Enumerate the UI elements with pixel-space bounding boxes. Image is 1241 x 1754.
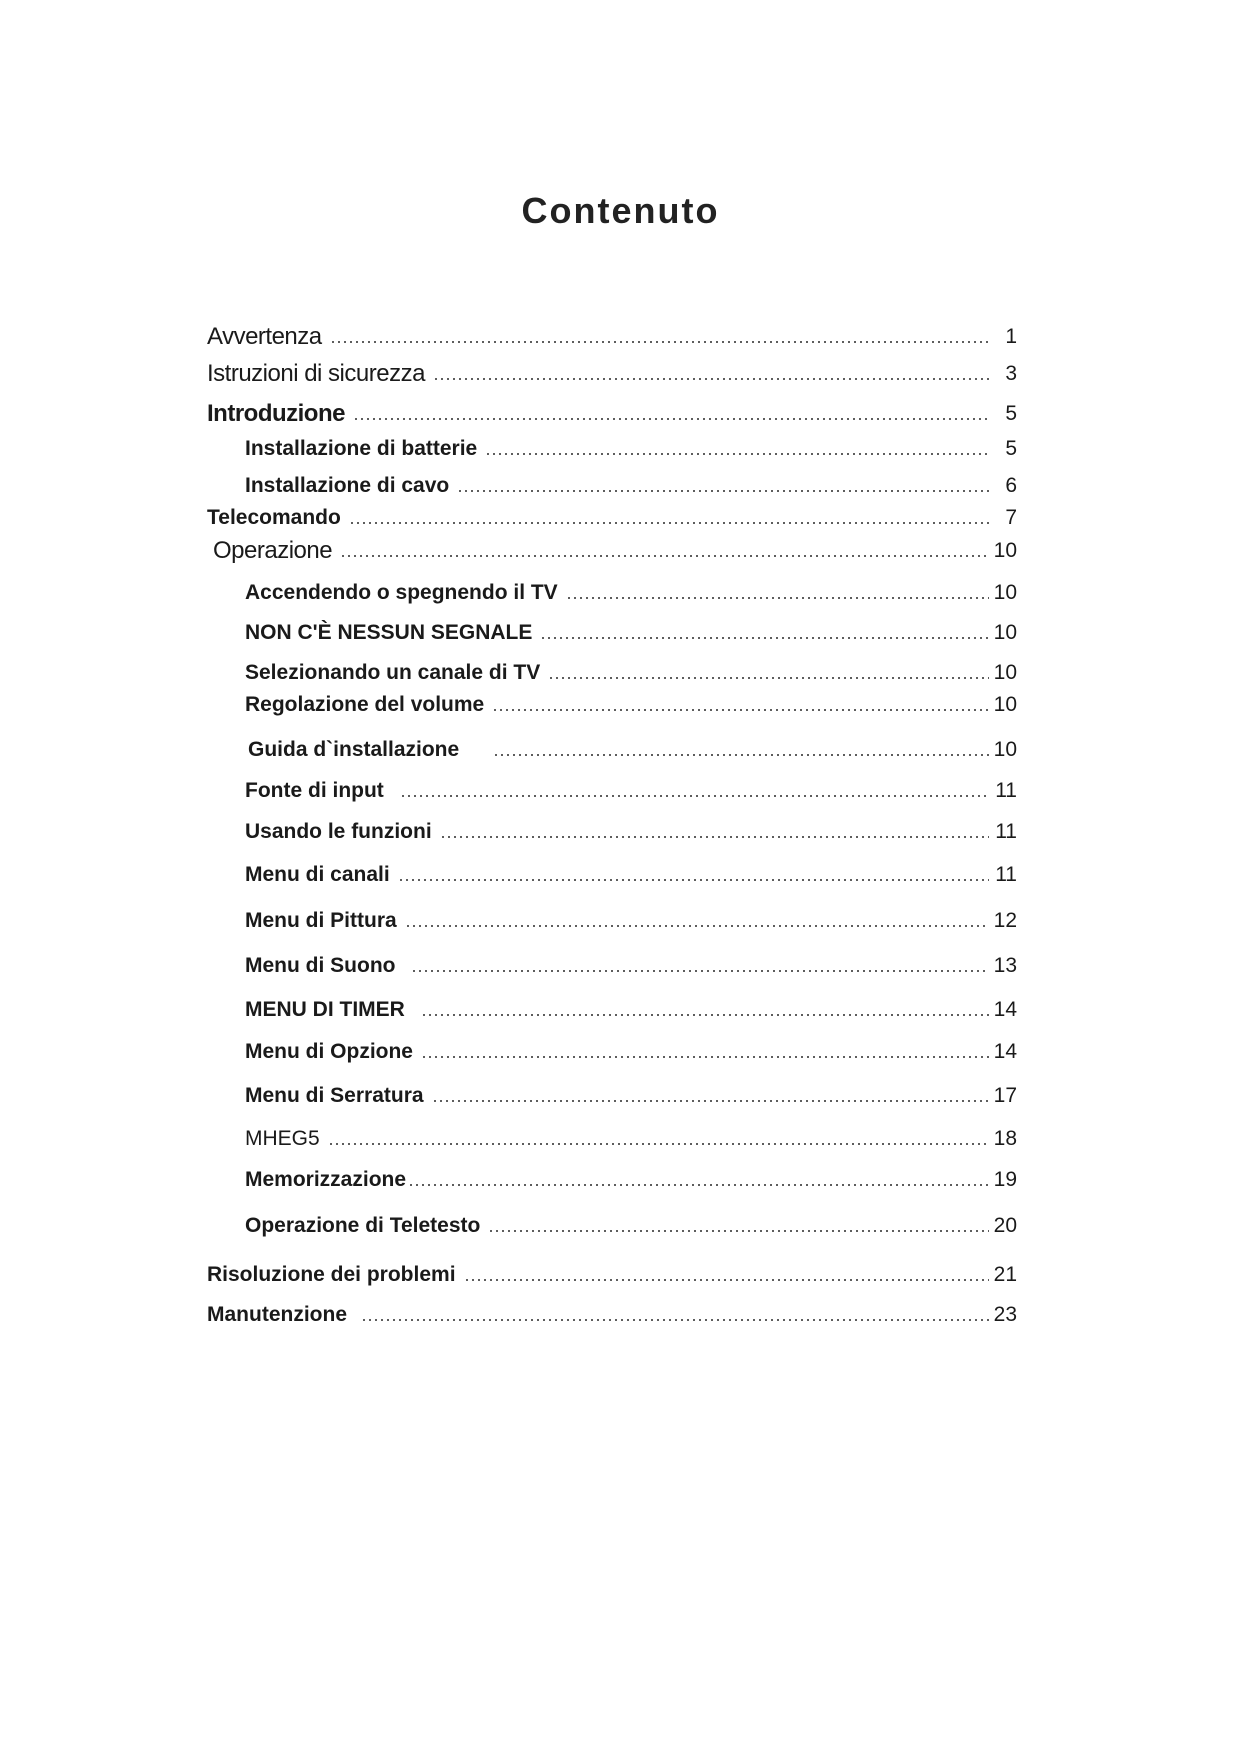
toc-entry-label: Avvertenza (207, 323, 322, 350)
toc-leader (440, 835, 989, 839)
toc-entry-label: Menu di Opzione (245, 1040, 413, 1063)
toc-leader (548, 676, 989, 680)
toc-leader (361, 1318, 989, 1322)
toc-leader (405, 924, 989, 928)
toc-entry-page: 6 (1005, 474, 1017, 497)
toc-leader (400, 794, 989, 798)
toc-entry-page: 3 (1005, 362, 1017, 385)
toc-leader (566, 596, 989, 600)
toc-entry-page: 10 (993, 693, 1017, 716)
toc-entry-regolazione-volume[interactable] (245, 684, 1017, 718)
toc-entry-menu-serratura[interactable] (245, 1075, 1017, 1109)
toc-entry-label: Risoluzione dei problemi (207, 1263, 456, 1286)
toc-entry-usando-funzioni[interactable] (245, 811, 1017, 845)
toc-entry-menu-pittura[interactable] (245, 900, 1017, 934)
toc-entry-page: 11 (995, 779, 1017, 802)
page-title: Contenuto (521, 190, 720, 231)
toc-entry-introduzione[interactable] (207, 393, 1017, 427)
toc-entry-avvertenza[interactable] (207, 316, 1017, 350)
toc-entry-label: MENU DI TIMER (245, 998, 405, 1021)
toc-entry-installazione-batterie[interactable] (245, 428, 1017, 462)
toc-leader (340, 554, 989, 558)
toc-leader (421, 1055, 989, 1059)
toc-entry-page: 5 (1005, 437, 1017, 460)
toc-entry-mheg5[interactable] (245, 1118, 1017, 1152)
toc-entry-page: 10 (993, 738, 1017, 761)
toc-entry-menu-canali[interactable] (245, 854, 1017, 888)
toc-entry-page: 11 (995, 863, 1017, 886)
toc-entry-label: Memorizzazione (245, 1168, 407, 1191)
toc-leader (485, 452, 989, 456)
toc-entry-manutenzione[interactable] (207, 1294, 1017, 1328)
toc-leader (464, 1278, 989, 1282)
toc-entry-page: 5 (1005, 402, 1017, 425)
toc-entry-page: 10 (993, 621, 1017, 644)
toc-entry-operazione-teletesto[interactable] (245, 1205, 1017, 1239)
toc-entry-page: 17 (993, 1084, 1017, 1107)
toc-entry-istruzioni-sicurezza[interactable] (207, 353, 1017, 387)
toc-entry-page: 20 (993, 1214, 1017, 1237)
toc-entry-label: Menu di Suono (245, 954, 396, 977)
toc-leader (432, 1099, 989, 1103)
toc-leader (540, 636, 989, 640)
toc-entry-fonte-input[interactable] (245, 770, 1017, 804)
toc-entry-page: 13 (993, 954, 1017, 977)
toc-entry-label: Usando le funzioni (245, 820, 432, 843)
toc-entry-page: 10 (993, 539, 1017, 562)
toc-entry-label: Introduzione (207, 400, 345, 427)
toc-entry-operazione[interactable] (213, 530, 1017, 564)
toc-entry-label: Menu di canali (245, 863, 390, 886)
toc-entry-page: 23 (993, 1303, 1017, 1326)
toc-entry-memorizzazione[interactable] (245, 1159, 1017, 1193)
toc-entry-page: 21 (993, 1263, 1017, 1286)
toc-entry-label: NON C'È NESSUN SEGNALE (245, 621, 533, 644)
toc-entry-installazione-cavo[interactable] (245, 465, 1017, 499)
toc-entry-label: MHEG5 (245, 1127, 320, 1150)
toc-entry-label: Accendendo o spegnendo il TV (245, 581, 558, 604)
toc-entry-telecomando[interactable] (207, 497, 1017, 531)
toc-entry-page: 7 (1005, 506, 1017, 529)
toc-leader (398, 878, 989, 882)
toc-entry-label: Telecomando (207, 506, 341, 529)
toc-entry-guida-installazione[interactable] (248, 729, 1017, 763)
toc-entry-label: Installazione di batterie (245, 437, 478, 460)
toc-entry-page: 19 (993, 1168, 1017, 1191)
toc-entry-nessun-segnale[interactable] (245, 612, 1017, 646)
toc-leader (492, 708, 989, 712)
toc-entry-menu-opzione[interactable] (245, 1031, 1017, 1065)
toc-leader (421, 1013, 989, 1017)
toc-entry-label: Selezionando un canale di TV (245, 661, 541, 684)
toc-entry-page: 10 (993, 661, 1017, 684)
toc-leader (493, 753, 989, 757)
toc-entry-label: Guida d`installazione (248, 738, 460, 761)
toc-entry-label: Installazione di cavo (245, 474, 450, 497)
toc-entry-label: Operazione di Teletesto (245, 1214, 481, 1237)
toc-leader (349, 521, 989, 525)
toc-entry-menu-suono[interactable] (245, 945, 1017, 979)
toc-entry-label: Operazione (213, 537, 333, 564)
toc-leader (353, 417, 989, 421)
toc-entry-selezionando-canale[interactable] (245, 652, 1017, 686)
toc-entry-page: 1 (1005, 325, 1017, 348)
toc-entry-page: 18 (993, 1127, 1017, 1150)
toc-entry-label: Fonte di input (245, 779, 384, 802)
toc-leader (330, 340, 989, 344)
toc-entry-label: Menu di Serratura (245, 1084, 424, 1107)
toc-entry-menu-timer[interactable] (245, 989, 1017, 1023)
toc-entry-accendendo-spegnendo[interactable] (245, 572, 1017, 606)
toc-leader (328, 1142, 989, 1146)
toc-entry-page: 12 (993, 909, 1017, 932)
toc-entry-page: 14 (993, 1040, 1017, 1063)
toc-entry-label: Manutenzione (207, 1303, 347, 1326)
toc-leader (457, 489, 989, 493)
toc-entry-risoluzione-problemi[interactable] (207, 1254, 1017, 1288)
toc-entry-label: Menu di Pittura (245, 909, 397, 932)
toc-leader (433, 377, 989, 381)
toc-entry-page: 11 (995, 820, 1017, 843)
toc-leader (488, 1229, 989, 1233)
toc-entry-page: 14 (993, 998, 1017, 1021)
toc-entry-label: Istruzioni di sicurezza (207, 360, 425, 387)
toc-leader (408, 1183, 989, 1187)
toc-entry-label: Regolazione del volume (245, 693, 485, 716)
toc-entry-page: 10 (993, 581, 1017, 604)
toc-leader (411, 969, 989, 973)
